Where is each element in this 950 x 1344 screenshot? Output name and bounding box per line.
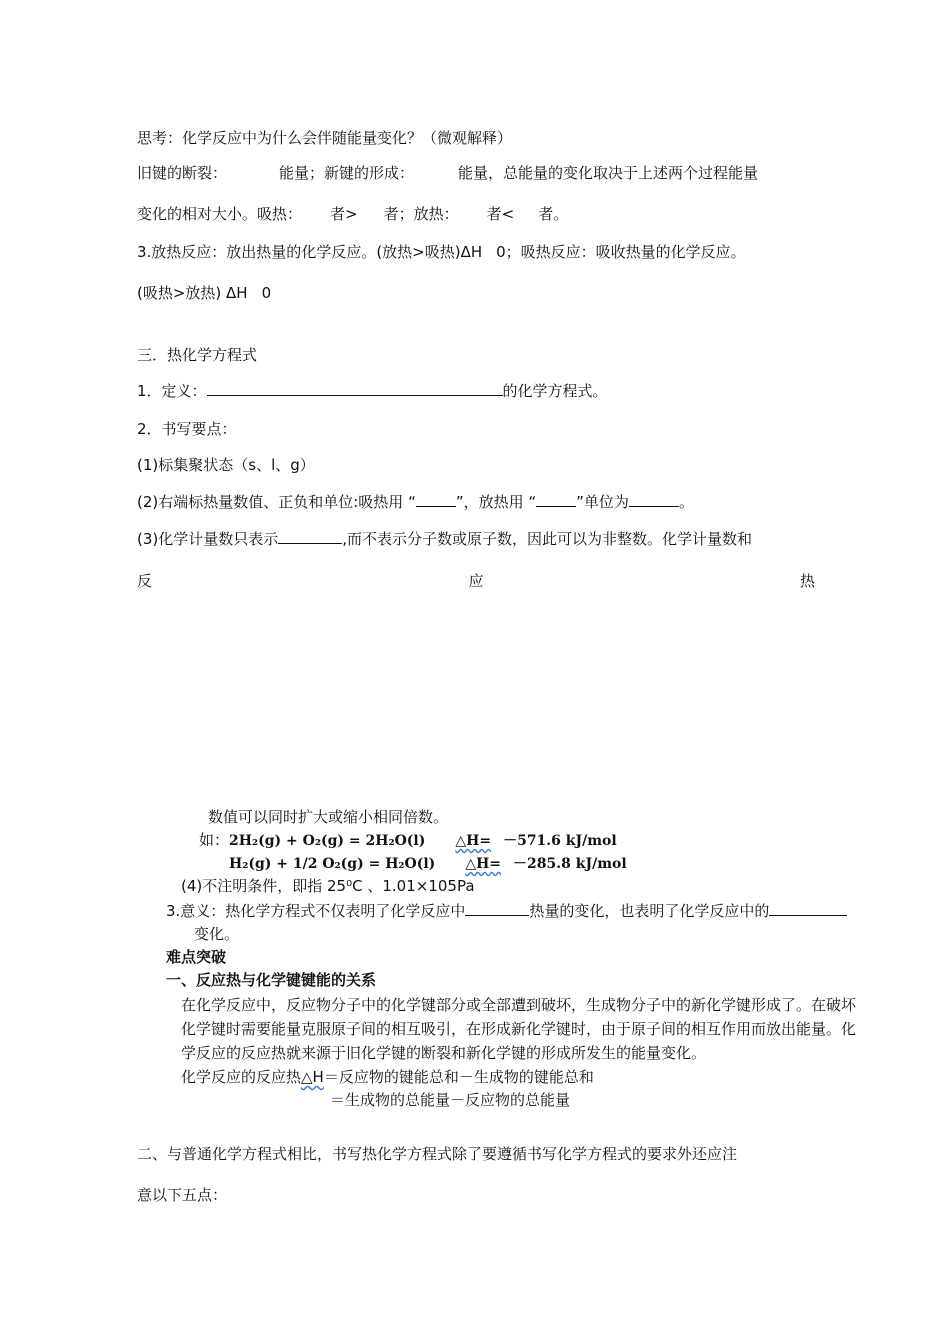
section-2-line-2: 意以下五点：	[137, 1186, 228, 1204]
meaning-continuation: 变化。	[194, 925, 240, 943]
writing-points-label: 2．书写要点：	[137, 420, 237, 438]
reaction-heat-formula-2: ＝生成物的总能量－反应物的总能量	[330, 1091, 571, 1109]
paragraph-line-2: 化学键时需要能量克服原子间的相互吸引，在形成新化学键时，由于原子间的相互作用而放出能量。化	[181, 1020, 857, 1038]
relative-text-e: 者。	[538, 205, 569, 223]
reaction-heat-formula	[181, 1067, 594, 1087]
endothermic-line	[137, 283, 271, 303]
point-3-text-a: (3)化学计量数只表示	[137, 530, 279, 548]
equation-2: H₂(g) + 1/2 O₂(g) = H₂O(l)	[229, 856, 436, 872]
unit-blank[interactable]	[629, 492, 679, 507]
point-2-text-c: ”单位为	[576, 493, 629, 511]
example-label: 如：	[199, 831, 230, 849]
justified-char-2: 应	[468, 572, 484, 590]
point-2-text-d: 。	[678, 493, 694, 511]
justified-char-1: 反	[137, 572, 153, 590]
old-bond-text-b: 能量；新键的形成：	[279, 164, 415, 182]
equation-2-value: －285.8 kJ/mol	[513, 856, 627, 872]
exothermic-line	[137, 242, 746, 262]
example-equation-2	[229, 853, 627, 874]
meaning-blank-2[interactable]	[769, 901, 847, 916]
old-bond-text-c: 能量，总能量的变化取决于上述两个过程能量	[458, 164, 759, 182]
point-3	[137, 529, 752, 549]
definition-label: 1．定义：	[137, 382, 207, 400]
endothermic-sign-blank[interactable]	[416, 492, 456, 507]
formula-text-a: 化学反应的反应热	[181, 1068, 302, 1086]
coefficient-meaning-blank[interactable]	[278, 529, 342, 544]
meaning-text-a: 3.意义：热化学方程式不仅表明了化学反应中	[166, 902, 466, 920]
justified-char-3: 热	[799, 572, 815, 590]
old-bond-text-a: 旧键的断裂：	[137, 164, 228, 182]
paragraph-line-3: 学反应的反应热就来源于旧化学键的断裂和新化学键的形成所发生的能量变化。	[181, 1044, 707, 1062]
relative-text-b: 者>	[330, 205, 358, 223]
definition-blank[interactable]	[207, 381, 503, 396]
formula-text-b: ＝反应物的键能总和－生成物的键能总和	[323, 1068, 594, 1086]
justified-continuation-line	[137, 571, 815, 591]
example-equation-1	[199, 830, 617, 851]
equation-1-delta-h: △H=	[455, 833, 492, 849]
meaning-text-b: 热量的变化，也表明了化学反应中的	[529, 902, 770, 920]
relative-text-d: 者<	[486, 205, 515, 223]
definition-line	[137, 381, 608, 401]
relative-text-a: 变化的相对大小。吸热：	[137, 205, 303, 223]
think-question: 思考：化学反应中为什么会伴随能量变化？（微观解释）	[137, 129, 513, 147]
endo-text-b: 0	[261, 284, 272, 302]
equation-1-value: －571.6 kJ/mol	[503, 833, 617, 849]
meaning-line	[166, 901, 847, 921]
relative-size-line	[137, 204, 568, 224]
point-2	[137, 492, 694, 512]
definition-tail: 的化学方程式。	[502, 382, 608, 400]
point-1: (1)标集聚状态（s、l、g）	[137, 456, 315, 474]
section-2-line-1: 二、与普通化学方程式相比，书写热化学方程式除了要遵循书写化学方程式的要求外还应注	[137, 1145, 738, 1163]
exo-text-b: 0；吸热反应：吸收热量的化学反应。	[496, 243, 746, 261]
point-4: (4)不注明条件，即指 25⁰C 、1.01×105Pa	[181, 877, 475, 895]
bond-energy-line	[137, 163, 758, 183]
paragraph-line-1: 在化学反应中，反应物分子中的化学键部分或全部遭到破坏，生成物分子中的新化学键形成了。在破坏	[181, 996, 857, 1014]
equation-2-delta-h: △H=	[465, 856, 502, 872]
difficulty-heading: 难点突破	[166, 948, 227, 966]
endo-text-a: (吸热>放热) ΔH	[137, 284, 248, 302]
point-2-text-a: (2)右端标热量数值、正负和单位:吸热用 “	[137, 493, 416, 511]
section-heading-thermo-equation: 三．热化学方程式	[137, 346, 258, 364]
continuation-text: 数值可以同时扩大或缩小相同倍数。	[208, 808, 449, 826]
meaning-blank-1[interactable]	[465, 901, 529, 916]
relative-text-c: 者；放热：	[383, 205, 459, 223]
section-1-title: 一、反应热与化学键键能的关系	[166, 971, 377, 989]
exo-text-a: 3.放热反应：放出热量的化学反应。(放热>吸热)ΔH	[137, 243, 483, 261]
point-3-text-b: ,而不表示分子数或原子数，因此可以为非整数。化学计量数和	[342, 530, 753, 548]
formula-delta-h: △H	[301, 1068, 324, 1086]
exothermic-sign-blank[interactable]	[536, 492, 576, 507]
equation-1: 2H₂(g) + O₂(g) = 2H₂O(l)	[229, 833, 426, 849]
point-2-text-b: ”，放热用 “	[455, 493, 537, 511]
